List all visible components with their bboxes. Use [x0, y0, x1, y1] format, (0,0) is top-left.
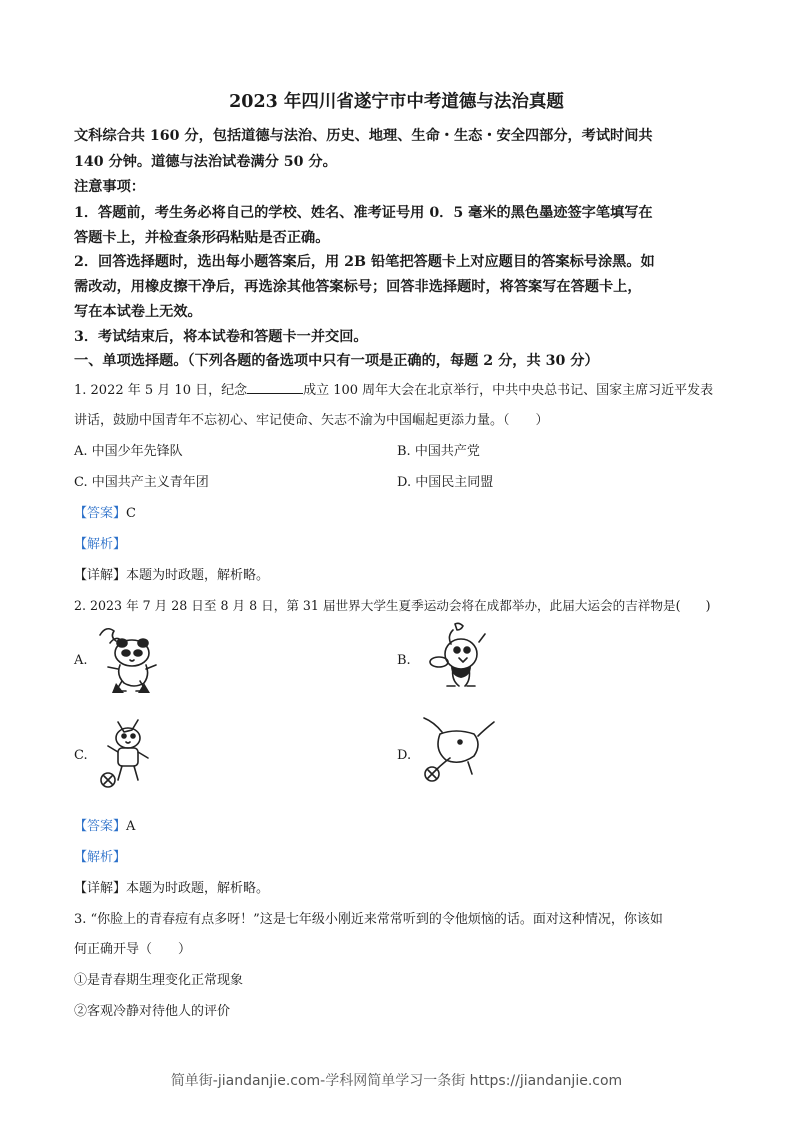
q3-item-1: ①是青春期生理变化正常现象 — [74, 973, 244, 988]
q2-option-a-label: A. — [74, 653, 88, 668]
q1-option-d: D. 中国民主同盟 — [397, 475, 494, 490]
q3-item-2: ②客观冷静对待他人的评价 — [74, 1004, 231, 1019]
intro-line-2: 140 分钟。道德与法治试卷满分 50 分。 — [74, 154, 337, 170]
q2-stem: 2. 2023 年 7 月 28 日至 8 月 8 日，第 31 届世界大学生夏季运动会将在成都举办，此届大运会的吉祥物是( ) — [74, 598, 711, 613]
q1-answer-tag: 【答案】 — [74, 506, 127, 521]
q2-detail: 【详解】本题为时政题，解析略。 — [74, 881, 270, 896]
notice-2-line-3: 写在本试卷上无效。 — [74, 304, 202, 320]
q1-stem-end: 成立 100 周年大会在北京举行，中共中央总书记、国家主席习近平发表 — [303, 383, 714, 398]
intro-line-1: 文科综合共 160 分，包括道德与法治、历史、地理、生命・生态・安全四部分，考试时间共 — [74, 128, 653, 144]
page-title: 2023 年四川省遂宁市中考道德与法治真题 — [229, 92, 564, 112]
q1-option-b: B. 中国共产党 — [397, 444, 480, 459]
q3-stem-line-1: 3. “你脸上的青春痘有点多呀！”这是七年级小刚近来常常听到的令他烦恼的话。面对这种情况，你该如 — [74, 912, 663, 927]
q1-option-c: C. 中国共产主义青年团 — [74, 475, 209, 490]
q1-answer-value: C — [126, 506, 136, 521]
q1-stem-start: 1. 2022 年 5 月 10 日，纪念 — [74, 383, 248, 398]
bird-mascot-image — [425, 620, 495, 695]
section-heading: 一、单项选择题。（下列各题的备选项中只有一项是正确的，每题 2 分，共 30 分） — [74, 353, 599, 369]
q1-stem-line-2: 讲话，鼓励中国青年不忘初心、牢记使命、矢志不渝为中国崛起更添力量。（ ） — [74, 413, 549, 428]
q2-answer-tag: 【答案】 — [74, 819, 127, 834]
footer-watermark: 简单街-jiandanjie.com-学科网简单学习一条街 https://jiandanjie.com — [170, 1073, 623, 1089]
notice-3: 3．考试结束后，将本试卷和答题卡一并交回。 — [74, 329, 368, 345]
q3-stem-line-2: 何正确开导（ ） — [74, 942, 192, 957]
q1-option-a: A. 中国少年先锋队 — [74, 444, 183, 459]
notice-2-line-2: 需改动，用橡皮擦干净后，再选涂其他答案标号；回答非选择题时，将答案写在答题卡上， — [74, 279, 642, 295]
cat-mascot-image — [90, 716, 160, 792]
leaping-mascot-image — [420, 712, 500, 784]
q1-analysis-tag: 【解析】 — [74, 537, 127, 552]
notice-heading: 注意事项： — [74, 179, 145, 195]
q1-stem-line-1 — [74, 379, 713, 398]
notice-1-line-2: 答题卡上，并检查条形码粘贴是否正确。 — [74, 230, 330, 246]
q2-answer — [74, 815, 135, 834]
q1-detail: 【详解】本题为时政题，解析略。 — [74, 568, 270, 583]
q1-answer — [74, 502, 136, 521]
q2-answer-value: A — [126, 819, 136, 834]
notice-2-line-1: 2．回答选择题时，选出每小题答案后，用 2B 铅笔把答题卡上对应题目的答案标号涂黑。如 — [74, 254, 655, 270]
q2-option-c-label: C. — [74, 748, 88, 763]
q1-fill-blank — [247, 381, 303, 394]
q2-option-b-label: B. — [397, 653, 411, 668]
q2-option-d-label: D. — [397, 748, 412, 763]
panda-mascot-image — [92, 623, 162, 695]
notice-1-line-1: 1．答题前，考生务必将自己的学校、姓名、准考证号用 0．5 毫米的黑色墨迹签字笔填写在 — [74, 205, 653, 221]
q2-analysis-tag: 【解析】 — [74, 850, 127, 865]
